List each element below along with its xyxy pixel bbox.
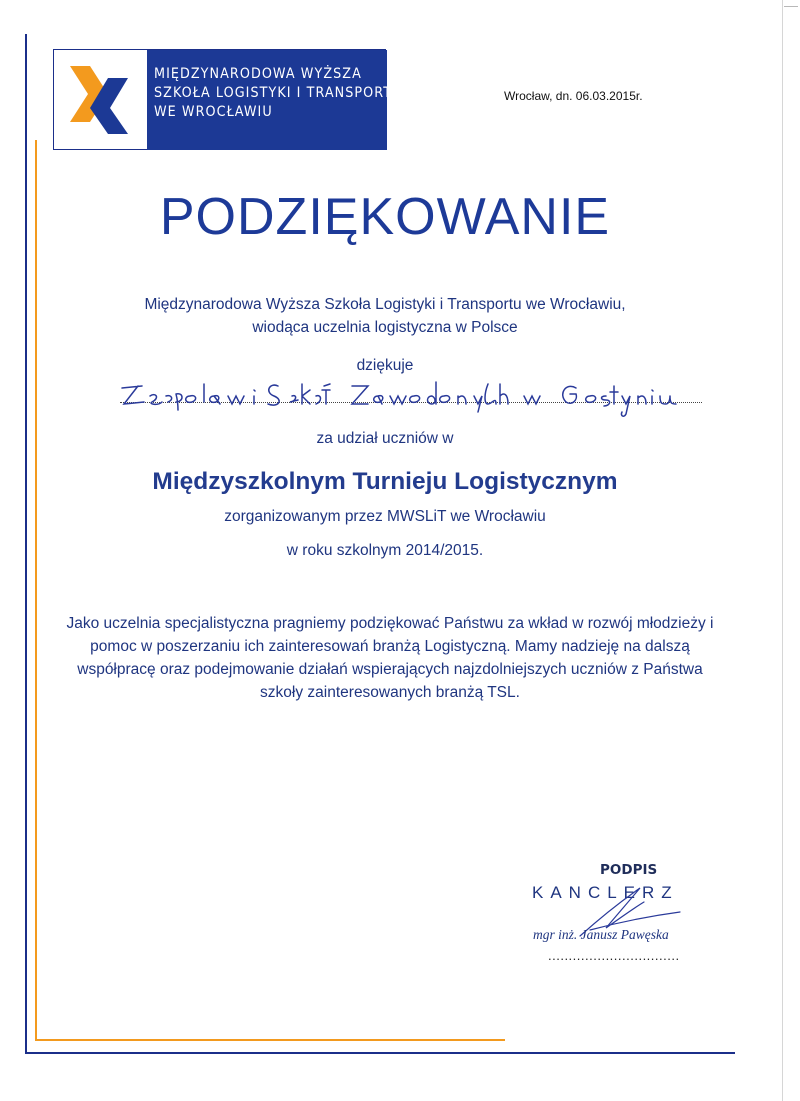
logo-chevron-icon — [68, 64, 130, 136]
body-line-organizer: zorganizowanym przez MWSLiT we Wrocławiu — [224, 508, 546, 525]
logo-line-3: WE WROCŁAWIU — [154, 104, 273, 120]
university-logo — [53, 49, 403, 150]
page-title: PODZIĘKOWANIE — [159, 188, 611, 246]
handwritten-recipient — [0, 366, 800, 426]
scan-edge-line — [782, 0, 783, 1101]
document-date: Wrocław, dn. 06.03.2015r. — [504, 89, 643, 103]
signatory-name: mgr inż. Janusz Pawęska — [533, 927, 669, 942]
logo-text — [154, 65, 436, 122]
body-line-2: wiodąca uczelnia logistyczna w Polsce — [252, 319, 518, 336]
body-line-thanks: dziękuje — [356, 357, 414, 374]
body-line-school-year: w roku szkolnym 2014/2015. — [286, 542, 484, 559]
logo-line-1: MIĘDZYNARODOWA WYŻSZA — [154, 66, 362, 82]
frame-bottom-orange-line — [35, 1039, 505, 1041]
body-line-1: Międzynarodowa Wyższa Szkoła Logistyki i Transportu we Wrocławiu, — [144, 296, 626, 313]
thanks-paragraph: Jako uczelnia specjalistyczna pragniemy podziękować Państwu za wkład w rozwój młodzieży i pomoc w poszerzaniu ich zainteresowań branżą Logistyczną. Mamy nadzieję na dalszą współpracę oraz podejmowanie działań wspierających najzdolniejszych uczniów z Państwa szkoły zainteresowanych branżą TSL. — [66, 615, 714, 701]
scan-corner-mark — [784, 6, 798, 7]
frame-left-orange-line — [35, 140, 37, 1040]
logo-line-2: SZKOŁA LOGISTYKI I TRANSPORTU — [154, 85, 403, 101]
frame-bottom-blue-line — [25, 1052, 735, 1054]
event-name: Międzyszkolnym Turnieju Logistycznym — [152, 468, 618, 495]
signature-role: KANCLERZ — [532, 883, 679, 902]
signature-dotted-line: ................................ — [548, 948, 680, 963]
body-line-participation: za udział uczniów w — [316, 430, 454, 447]
signature-heading: PODPIS — [600, 862, 658, 878]
